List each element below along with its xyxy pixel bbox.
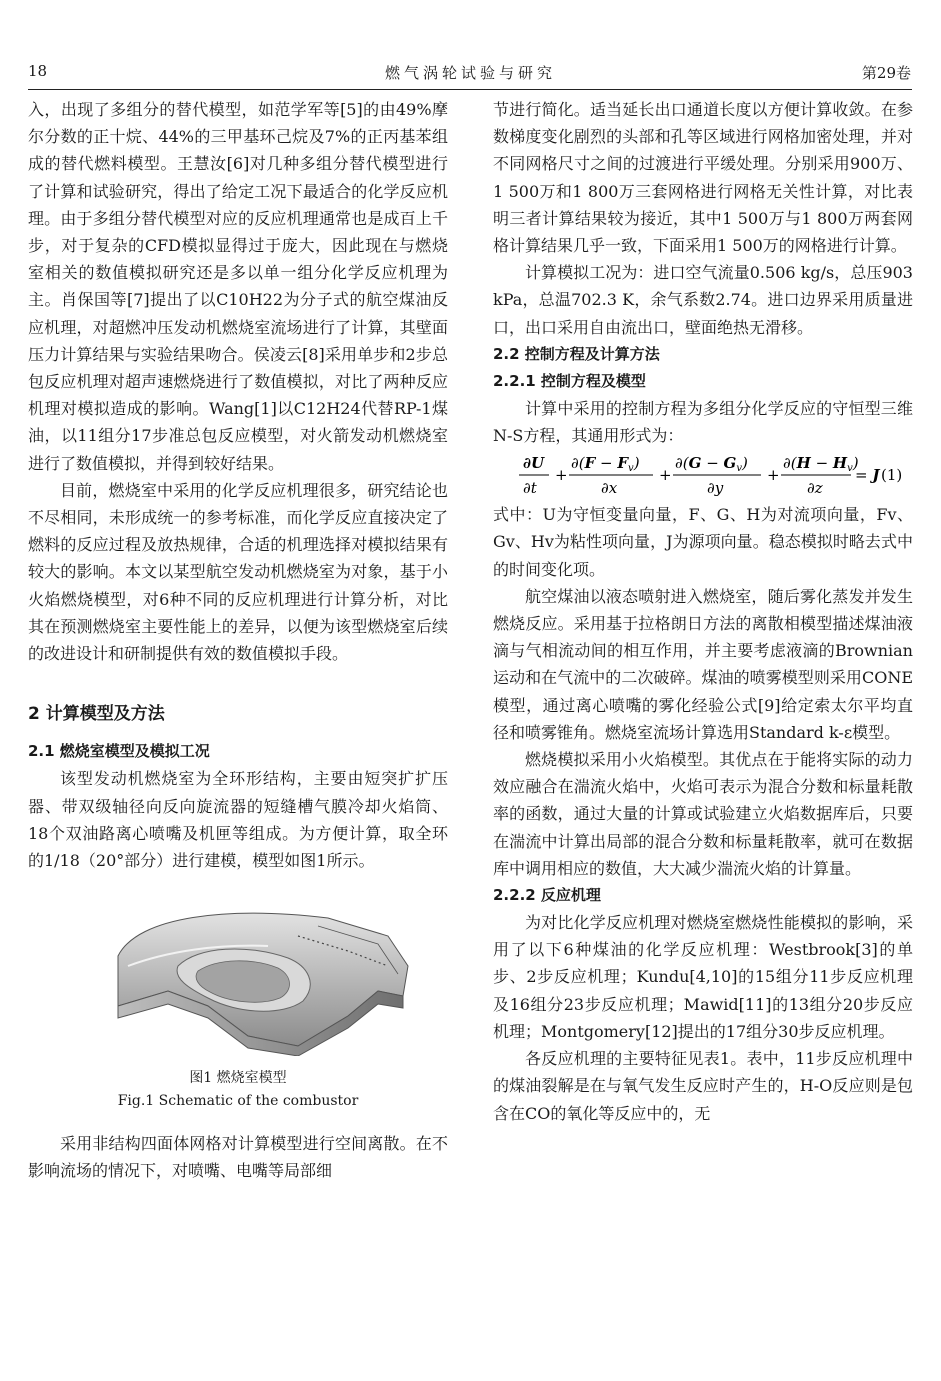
svg-text:∂(H − Hv): $\partial(H - H_v)$ bbox=[783, 454, 859, 475]
svg-text:+: + bbox=[767, 466, 780, 485]
paragraph: 该型发动机燃烧室为全环形结构，主要由短突扩扩压器、带双级轴径向反向旋流器的短缝槽气膜冷却火焰筒、18个双油路离心喷嘴及机匣等组成。为方便计算，取全环的1/18（20°部分）进行建模，模型如图1所示。 bbox=[28, 769, 448, 871]
figure-caption-zh: 图1 燃烧室模型 bbox=[189, 1070, 287, 1087]
figure-1 bbox=[28, 896, 448, 1112]
svg-text:∂z: ∂z bbox=[807, 479, 823, 498]
subsubsection-heading: 2.2.2 反应机理 bbox=[493, 886, 601, 905]
svg-text:∂x: ∂x bbox=[601, 479, 618, 498]
paragraph: 采用非结构四面体网格对计算模型进行空间离散。在不影响流场的情况下，对喷嘴、电嘴等局部细 bbox=[28, 1134, 448, 1181]
subsection-heading: 2.1 燃烧室模型及模拟工况 bbox=[28, 742, 210, 761]
paragraph: 燃烧模拟采用小火焰模型。其优点在于能将实际的动力效应融合在湍流火焰中，火焰可表示为混合分数和标量耗散率的函数，通过大量的计算或试验建立火焰数据库后，只要在湍流中计算出局部的混合分数和标量耗散率，就可在数据库中调用相应的数值，大大减少湍流火焰的计算量。 bbox=[493, 750, 913, 878]
paragraph: 节进行简化。适当延长出口通道长度以方便计算收敛。在参数梯度变化剧烈的头部和孔等区域进行网格加密处理，并对不同网格尺寸之间的过渡进行平缓处理。分别采用900万、1 500万和1 800万三套网格进行网格无关性计算，对比表明三者计算结果较为接近，其中1 500万与1 800万两套网格计算结果几乎一致，下面采用1 500万的网格进行计算。 bbox=[493, 100, 913, 256]
paragraph: 式中：U为守恒变量向量，F、G、H为对流项向量，Fv、Gv、Hv为粘性项向量，J为源项向量。稳态模拟时略去式中的时间变化项。 bbox=[493, 505, 913, 579]
paragraph: 计算模拟工况为：进口空气流量0.506 kg/s，总压903 kPa，总温702.3 K，余气系数2.74。进口边界采用质量进口，出口采用自由流出口，壁面绝热无滑移。 bbox=[493, 263, 913, 337]
journal-title: 燃气涡轮试验与研究 bbox=[384, 64, 556, 82]
paragraph: 为对比化学反应机理对燃烧室燃烧性能模拟的影响，采用了以下6种煤油的化学反应机理：Westbrook[3]的单步、2步反应机理；Kundu[4,10]的15组分11步反应机理及16组分23步反应机理；Mawid[11]的13组分20步反应机理；Montgomery[12]提出的17组分30步反应机理。 bbox=[493, 913, 913, 1041]
svg-text:= J: = J bbox=[855, 466, 880, 485]
page-header bbox=[0, 56, 941, 86]
right-column bbox=[493, 96, 913, 1127]
header-rule bbox=[28, 89, 912, 90]
equation-number: (1) bbox=[881, 466, 903, 485]
paragraph: 入，出现了多组分的替代模型，如范学军等[5]的由49%摩尔分数的正十烷、44%的三甲基环己烷及7%的正丙基苯组成的替代燃料模型。王慧汝[6]对几种多组分替代模型进行了计算和试验研究，得出了给定工况下最适合的化学反应机理。由于多组分替代模型对应的反应机理通常也是成百上千步，对于复杂的CFD模拟显得过于庞大，因此现在与燃烧室相关的数值模拟研究还是多以单一组分化学反应机理为主。肖保国等[7]提出了以C10H22为分子式的航空煤油反应机理，对超燃冲压发动机燃烧室流场进行了计算，其壁面压力计算结果与实验结果吻合。侯凌云[8]采用单步和2步总包反应机理对超声速燃烧进行了数值模拟，对比了两种反应机理对模拟造成的影响。Wang[1]以C12H24代替RP-1煤油，以11组分17步准总包反应模型，对火箭发动机燃烧室进行了数值模拟，并得到较好结果。 bbox=[28, 100, 448, 473]
svg-text:∂U: ∂U bbox=[523, 454, 545, 473]
section-heading: 2 计算模型及方法 bbox=[28, 704, 165, 725]
governing-equation bbox=[505, 449, 905, 501]
svg-text:∂t: ∂t bbox=[523, 479, 537, 498]
left-column bbox=[28, 96, 448, 1185]
page-number: 18 bbox=[28, 62, 48, 80]
svg-text:∂(G − Gv): $\partial(G - G_v)$ bbox=[675, 454, 748, 475]
equation-1 bbox=[493, 449, 913, 501]
svg-text:+: + bbox=[555, 466, 568, 485]
svg-text:∂y: ∂y bbox=[707, 479, 724, 498]
svg-text:+: + bbox=[659, 466, 672, 485]
volume-label: 第29卷 bbox=[861, 64, 911, 82]
figure-caption-en: Fig.1 Schematic of the combustor bbox=[117, 1093, 359, 1110]
paragraph: 计算中采用的控制方程为多组分化学反应的守恒型三维N-S方程，其通用形式为： bbox=[493, 398, 913, 446]
subsection-heading: 2.2 控制方程及计算方法 bbox=[493, 344, 660, 363]
svg-text:∂(F − Fv): $\partial(F - F_v)$ bbox=[571, 454, 640, 475]
paragraph: 各反应机理的主要特征见表1。表中，11步反应机理中的煤油裂解是在与氧气发生反应时产生的，H-O反应则是包含在CO的氧化等反应中的，无 bbox=[493, 1049, 913, 1123]
paragraph: 航空煤油以液态喷射进入燃烧室，随后雾化蒸发并发生燃烧反应。采用基于拉格朗日方法的离散相模型描述煤油液滴与气相流动间的相互作用，并主要考虑液滴的Brownian运动和在气流中的二次破碎。煤油的喷雾模型则采用CONE模型，通过离心喷嘴的雾化经验公式[9]给定索太尔平均直径和喷雾锥角。燃烧室流场计算选用Standard k-ε模型。 bbox=[493, 586, 913, 742]
paragraph: 目前，燃烧室中采用的化学反应机理很多，研究结论也不尽相同，未形成统一的参考标准，而化学反应直接决定了燃料的反应过程及放热规律，合适的机理选择对模拟结果有较大的影响。本文以某型航空发动机燃烧室为对象，基于小火焰燃烧模型，对6种不同的反应机理进行计算分析，对比其在预测燃烧室主要性能上的差异，以便为该型燃烧室后续的改进设计和研制提供有效的数值模拟手段。 bbox=[28, 480, 448, 664]
subsubsection-heading: 2.2.1 控制方程及模型 bbox=[493, 371, 646, 390]
combustor-model-image bbox=[48, 896, 428, 1056]
